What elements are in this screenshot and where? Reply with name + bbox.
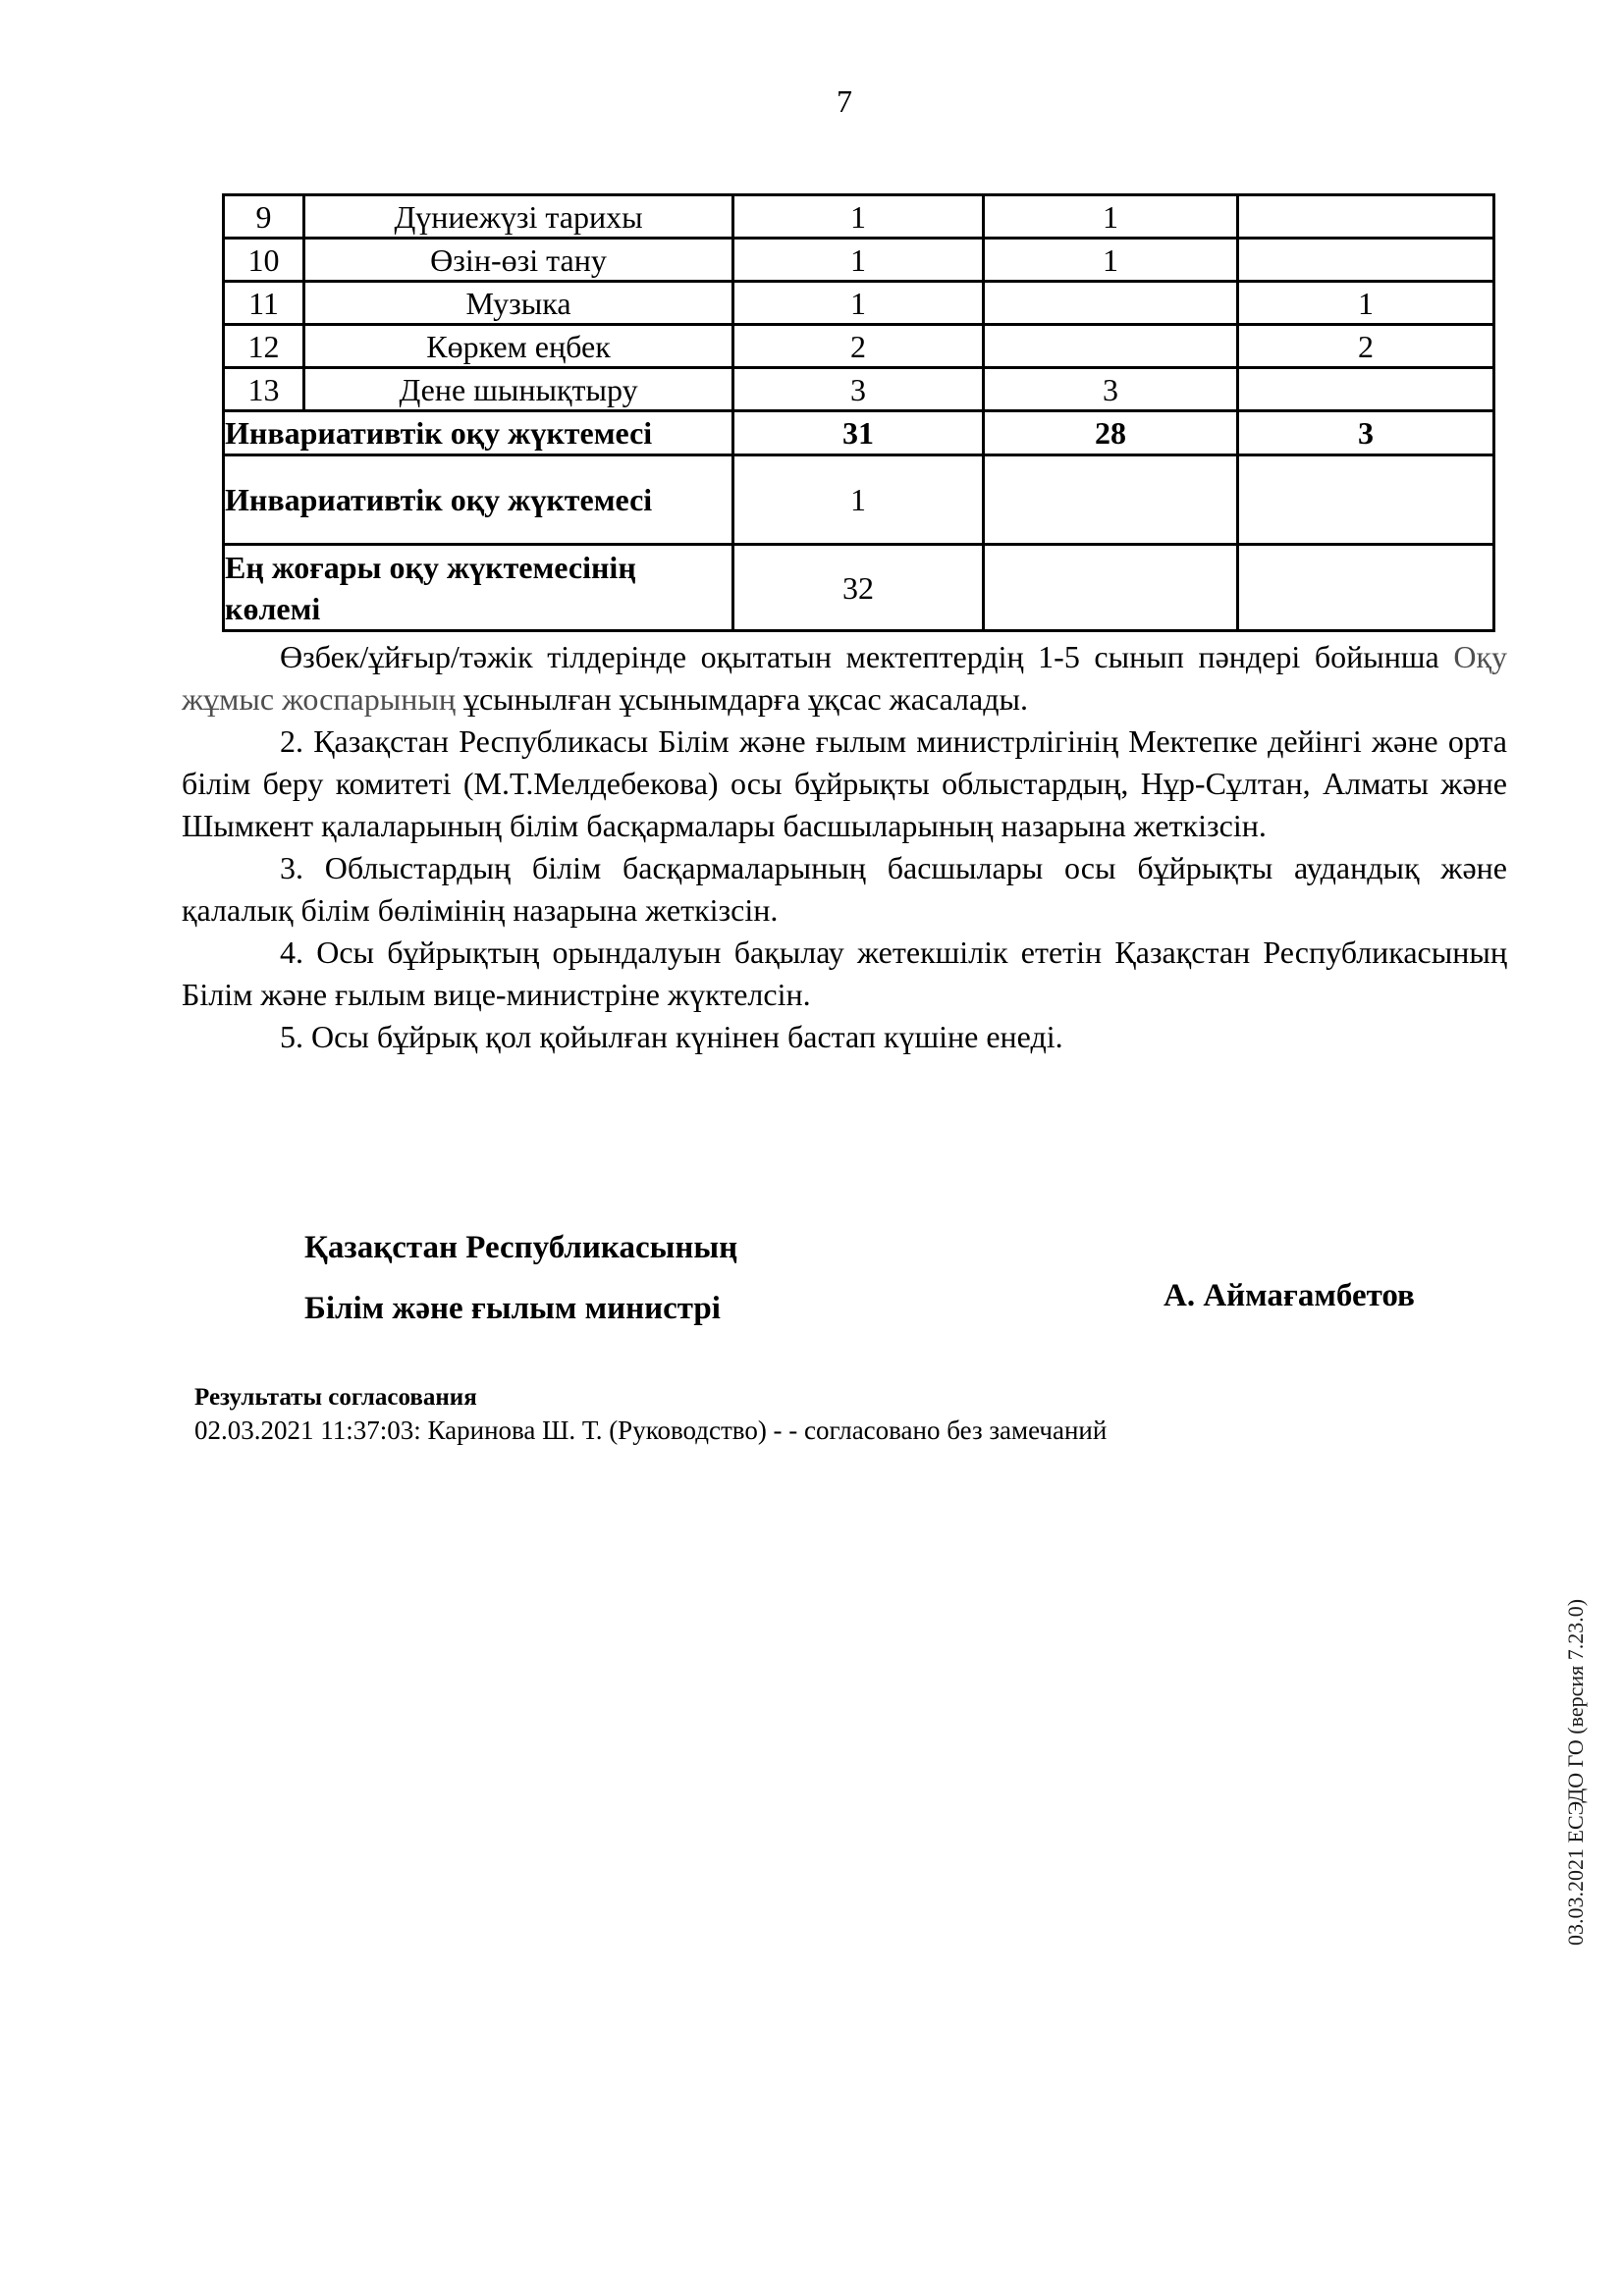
paragraph-uzbek-note (182, 636, 1507, 721)
order-item-4: 4. Осы бұйрықтың орындалуын бақылау жетекшілік ететін Қазақстан Республикасының Білім және ғылым вице-министріне жүктелсін. (182, 934, 1507, 1012)
row-number-cell: 12 (224, 325, 304, 368)
value-cell: 3 (984, 368, 1238, 411)
value-cell (984, 325, 1238, 368)
subject-cell: Өзін-өзі тану (304, 239, 733, 282)
paragraph-text: ұсынылған ұсынымдарға ұқсас жасалады. (455, 681, 1028, 717)
page-number: 7 (837, 83, 852, 119)
row-number-cell: 9 (224, 195, 304, 239)
total-label-cell: Ең жоғары оқу жүктемесінің көлемі (224, 545, 733, 631)
value-cell (1238, 368, 1494, 411)
table-total-row (224, 545, 1494, 631)
value-cell: 2 (733, 325, 984, 368)
order-body-text (182, 636, 1507, 1058)
order-item-2: 2. Қазақстан Республикасы Білім және ғылым министрлігінің Мектепке дейінгі және орта білім беру комитеті (М.Т.Мелдебекова) осы бұйрықты облыстардың, Нұр-Сұлтан, Алматы және Шымкент қалаларының білім басқармалары басшыларының назарына жеткізсін. (182, 723, 1507, 843)
subject-cell: Дүниежүзі тарихы (304, 195, 733, 239)
table-row (224, 282, 1494, 325)
value-cell: 1 (984, 239, 1238, 282)
approval-results (194, 1382, 1107, 1447)
total-value-cell: 3 (1238, 411, 1494, 455)
value-cell: 3 (733, 368, 984, 411)
paragraph-text: Өзбек/ұйғыр/тәжік тілдерінде оқытатын мектептердің 1-5 сынып пәндері бойынша (280, 639, 1454, 674)
plan-link[interactable]: Оқу жұмыс жоспарының (182, 639, 1507, 717)
value-cell: 1 (1238, 282, 1494, 325)
row-number-cell: 13 (224, 368, 304, 411)
row-number-cell: 11 (224, 282, 304, 325)
total-label-cell: Инвариативтік оқу жүктемесі (224, 455, 733, 545)
approval-title: Результаты согласования (194, 1384, 477, 1411)
table-row (224, 325, 1494, 368)
table-row (224, 368, 1494, 411)
value-cell: 2 (1238, 325, 1494, 368)
table-row (224, 239, 1494, 282)
total-value-cell: 1 (733, 455, 984, 545)
order-item-5: 5. Осы бұйрық қол қойылған күнінен бастап күшіне енеді. (280, 1019, 1063, 1054)
signature-org-line1: Қазақстан Республикасының (304, 1230, 738, 1265)
total-value-cell (1238, 545, 1494, 631)
total-value-cell (1238, 455, 1494, 545)
signature-org-line2: Білім және ғылым министрі (304, 1291, 721, 1326)
subject-cell: Көркем еңбек (304, 325, 733, 368)
approval-entry: 02.03.2021 11:37:03: Каринова Ш. Т. (Руководство) - - согласовано без замечаний (194, 1415, 1108, 1445)
esedo-stamp: 03.03.2021 ЕСЭДО ГО (версия 7.23.0) (1563, 1598, 1588, 1946)
value-cell: 1 (733, 195, 984, 239)
total-label-cell: Инвариативтік оқу жүктемесі (224, 411, 733, 455)
table-total-row (224, 411, 1494, 455)
value-cell: 1 (733, 282, 984, 325)
value-cell (984, 282, 1238, 325)
table-row (224, 195, 1494, 239)
value-cell (1238, 195, 1494, 239)
total-value-cell: 32 (733, 545, 984, 631)
row-number-cell: 10 (224, 239, 304, 282)
signature-name: А. Аймағамбетов (1164, 1278, 1415, 1313)
value-cell: 1 (733, 239, 984, 282)
total-value-cell (984, 545, 1238, 631)
curriculum-table (222, 193, 1495, 632)
total-value-cell: 28 (984, 411, 1238, 455)
table-total-row (224, 455, 1494, 545)
order-item-3: 3. Облыстардың білім басқармаларының басшылары осы бұйрықты аудандық және қалалық білім бөлімінің назарына жеткізсін. (182, 850, 1507, 928)
subject-cell: Музыка (304, 282, 733, 325)
value-cell: 1 (984, 195, 1238, 239)
subject-cell: Дене шынықтыру (304, 368, 733, 411)
total-value-cell: 31 (733, 411, 984, 455)
total-value-cell (984, 455, 1238, 545)
value-cell (1238, 239, 1494, 282)
signature-org (304, 1217, 737, 1339)
